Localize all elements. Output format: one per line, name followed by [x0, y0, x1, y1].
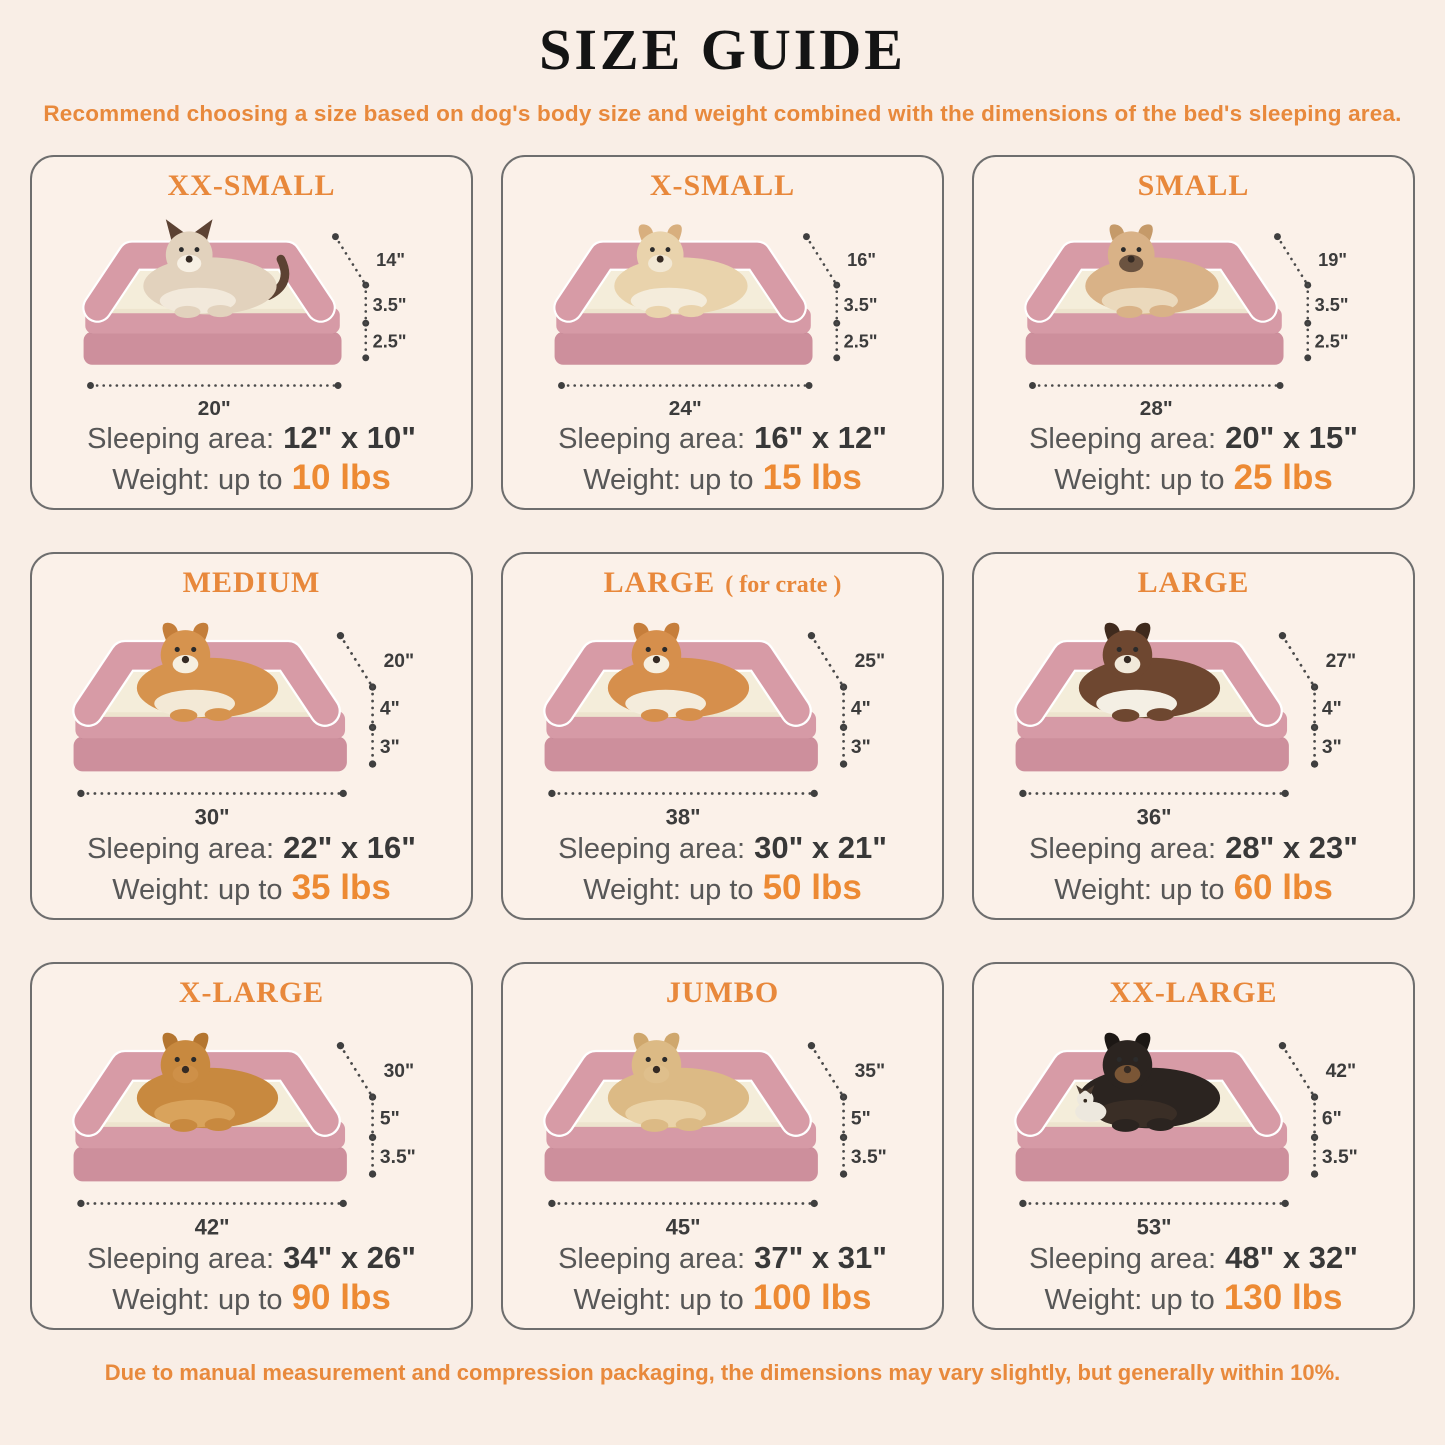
pet-paw [205, 708, 233, 721]
sleeping-area-value: 28" x 23" [1225, 830, 1358, 866]
pet-nose [182, 656, 189, 663]
bolster-height-label: 3.5" [372, 295, 407, 316]
sleeping-area-value: 16" x 12" [754, 420, 887, 456]
base-height-label: 2.5" [372, 331, 407, 352]
pet-paw [1116, 306, 1142, 318]
depth-label: 25" [854, 650, 886, 672]
pet-paw [170, 709, 198, 722]
size-card [30, 962, 473, 1330]
pet-eye [1121, 247, 1126, 252]
size-name: LARGE [1137, 566, 1250, 599]
weight-line [583, 457, 862, 498]
size-card-title [167, 169, 335, 202]
sleeping-area-value: 20" x 15" [1225, 420, 1358, 456]
size-card [501, 552, 944, 920]
weight-line [573, 1277, 871, 1318]
pet-photo [137, 1033, 278, 1132]
subtitle: Recommend choosing a size based on dog's body size and weight combined with the dimensions of the bed's sleeping area. [43, 101, 1402, 126]
bed-base [74, 1147, 347, 1182]
pet-eye [1137, 247, 1142, 252]
bed-illustration [980, 1009, 1407, 1240]
pet-eye [1133, 1057, 1138, 1062]
pet-photo [137, 623, 278, 722]
size-card-title [604, 566, 842, 599]
bolster-height-label: 6" [1321, 1108, 1342, 1130]
bed-illustration [509, 202, 936, 420]
pet-paw [676, 1118, 704, 1131]
size-name: XX-LARGE [1109, 976, 1278, 1009]
size-name: X-LARGE [178, 976, 325, 1009]
pet-eye [175, 647, 180, 652]
base-height-label: 3" [850, 737, 871, 759]
pet-eye [646, 647, 651, 652]
weight-line [583, 867, 862, 908]
sleeping-area-label: Sleeping area: [87, 423, 275, 456]
sleeping-area-label: Sleeping area: [87, 833, 275, 866]
pet-paw [1149, 305, 1175, 317]
sleeping-area-label: Sleeping area: [87, 1243, 275, 1276]
base-height-label: 3.5" [1321, 1147, 1358, 1169]
sleeping-area-value: 37" x 31" [754, 1240, 887, 1276]
weight-value: 60 lbs [1233, 867, 1333, 907]
size-name: LARGE [603, 566, 716, 599]
page-title: SIZE GUIDE [539, 17, 906, 82]
pet-nose [1128, 256, 1135, 263]
depth-label: 30" [383, 1060, 415, 1082]
pet-eye [179, 247, 184, 252]
weight-value: 100 lbs [752, 1277, 872, 1317]
bolster-height-label: 4" [379, 698, 400, 720]
size-name: SMALL [1137, 169, 1250, 202]
bolster-height-label: 5" [850, 1108, 871, 1130]
pet-eye [1117, 647, 1122, 652]
pet-eye [666, 247, 671, 252]
width-label: 20" [197, 396, 231, 420]
bed-illustration [980, 599, 1407, 830]
sleeping-area-value: 34" x 26" [283, 1240, 416, 1276]
pet-nose [653, 656, 660, 663]
bed-illustration [38, 1009, 465, 1240]
sleeping-area-label: Sleeping area: [558, 1243, 746, 1276]
pet-photo [614, 224, 747, 318]
bolster-height-label: 3.5" [843, 295, 878, 316]
weight-value: 50 lbs [762, 867, 862, 907]
pet-paw [207, 305, 233, 317]
width-label: 38" [665, 804, 701, 830]
size-card [972, 155, 1415, 510]
pet-nose [1124, 1066, 1131, 1073]
weight-value: 10 lbs [291, 457, 391, 497]
sleeping-area-line [558, 830, 887, 867]
sleeping-area-label: Sleeping area: [1029, 423, 1217, 456]
depth-label: 19" [1318, 250, 1347, 271]
bed-illustration [509, 599, 936, 830]
weight-line [1054, 457, 1333, 498]
size-card [501, 962, 944, 1330]
width-label: 36" [1136, 804, 1172, 830]
base-height-label: 2.5" [843, 331, 878, 352]
bed-illustration [38, 202, 465, 420]
size-card-title [1138, 169, 1250, 202]
sleeping-area-line [1029, 830, 1358, 867]
pet-eye [191, 1057, 196, 1062]
pet-nose [182, 1066, 189, 1073]
pet-paw [1147, 708, 1175, 721]
weight-line [112, 1277, 391, 1318]
pet-eye [191, 647, 196, 652]
sleeping-area-value: 30" x 21" [754, 830, 887, 866]
size-grid [30, 155, 1415, 1330]
pet-eye [1133, 647, 1138, 652]
size-name: MEDIUM [182, 566, 321, 599]
depth-label: 42" [1325, 1060, 1357, 1082]
pet-paw [645, 306, 671, 318]
bed-base [555, 332, 813, 365]
sleeping-area-line [1029, 420, 1358, 457]
size-card-title [650, 169, 795, 202]
weight-value: 90 lbs [291, 1277, 391, 1317]
bolster-height-label: 5" [379, 1108, 400, 1130]
bed-base [545, 1147, 818, 1182]
pet-photo [608, 623, 749, 722]
depth-label: 35" [854, 1060, 886, 1082]
width-label: 42" [194, 1214, 230, 1240]
pet-eye [175, 1057, 180, 1062]
size-card-title [1109, 976, 1277, 1009]
size-card-title [666, 976, 779, 1009]
bed-base [1016, 1147, 1289, 1182]
depth-label: 27" [1325, 650, 1357, 672]
pet-paw [174, 306, 200, 318]
size-name: X-SMALL [649, 169, 796, 202]
sleeping-area-line [87, 830, 416, 867]
pet-eye [650, 247, 655, 252]
sleeping-area-line [1029, 1240, 1358, 1277]
size-card [30, 552, 473, 920]
pet-nose [653, 1066, 660, 1073]
sleeping-area-line [87, 420, 416, 457]
bed-base [1016, 737, 1289, 772]
sleeping-area-line [558, 1240, 887, 1277]
footnote: Due to manual measurement and compression packaging, the dimensions may vary slightly, but generally within 10%. [104, 1360, 1341, 1385]
width-label: 28" [1139, 396, 1173, 420]
weight-label: Weight: up to [583, 873, 754, 906]
pet-eye [195, 247, 200, 252]
depth-label: 20" [383, 650, 415, 672]
sleeping-area-label: Sleeping area: [558, 833, 746, 866]
pet-paw [676, 708, 704, 721]
pet-paw [641, 709, 669, 722]
pet-paw [1147, 1118, 1175, 1131]
pet-paw [170, 1119, 198, 1132]
size-name: JUMBO [665, 976, 780, 1009]
pet-paw [205, 1118, 233, 1131]
bed-illustration [509, 1009, 936, 1240]
depth-label: 16" [847, 250, 876, 271]
bed-illustration [980, 202, 1407, 420]
sleeping-area-line [558, 420, 887, 457]
width-label: 30" [194, 804, 230, 830]
bolster-height-label: 3.5" [1314, 295, 1349, 316]
bed-illustration [38, 599, 465, 830]
weight-value: 25 lbs [1233, 457, 1333, 497]
bolster-height-label: 4" [1321, 698, 1342, 720]
pet-eye [662, 1057, 667, 1062]
weight-label: Weight: up to [112, 1283, 283, 1316]
weight-label: Weight: up to [112, 463, 283, 496]
sleeping-area-value: 22" x 16" [283, 830, 416, 866]
bed-base [1026, 332, 1284, 365]
pet-photo [1085, 224, 1218, 318]
sleeping-area-label: Sleeping area: [1029, 833, 1217, 866]
weight-line [1044, 1277, 1342, 1318]
weight-label: Weight: up to [1054, 873, 1225, 906]
bed-base [84, 332, 342, 365]
depth-label: 14" [376, 250, 405, 271]
pet-nose [186, 256, 193, 263]
weight-line [1054, 867, 1333, 908]
bolster-height-label: 4" [850, 698, 871, 720]
pet-paw [1112, 709, 1140, 722]
weight-value: 130 lbs [1223, 1277, 1343, 1317]
weight-label: Weight: up to [1054, 463, 1225, 496]
weight-label: Weight: up to [112, 873, 283, 906]
size-card-title [183, 566, 321, 599]
pet-nose [657, 256, 664, 263]
pet-photo [608, 1033, 749, 1132]
pet-eye [646, 1057, 651, 1062]
size-card [501, 155, 944, 510]
pet-photo [1075, 1033, 1220, 1132]
sleeping-area-value: 12" x 10" [283, 420, 416, 456]
pet-nose [1124, 656, 1131, 663]
base-height-label: 3.5" [850, 1147, 887, 1169]
sleeping-area-line [87, 1240, 416, 1277]
pet-eye [1117, 1057, 1122, 1062]
base-height-label: 2.5" [1314, 331, 1349, 352]
pet-paw [1112, 1119, 1140, 1132]
base-height-label: 3" [1321, 737, 1342, 759]
sleeping-area-label: Sleeping area: [1029, 1243, 1217, 1276]
size-card [30, 155, 473, 510]
width-label: 24" [668, 396, 702, 420]
size-name-suffix: ( for crate ) [725, 572, 842, 598]
pet-paw [678, 305, 704, 317]
size-card [972, 552, 1415, 920]
weight-line [112, 867, 391, 908]
pet-eye [662, 647, 667, 652]
width-label: 53" [1136, 1214, 1172, 1240]
size-card-title [1138, 566, 1250, 599]
base-height-label: 3.5" [379, 1147, 416, 1169]
size-card [972, 962, 1415, 1330]
sleeping-area-value: 48" x 32" [1225, 1240, 1358, 1276]
pet-paw [641, 1119, 669, 1132]
sleeping-area-label: Sleeping area: [558, 423, 746, 456]
bed-base [74, 737, 347, 772]
pet-photo [1079, 623, 1220, 722]
weight-value: 15 lbs [762, 457, 862, 497]
bed-base [545, 737, 818, 772]
weight-value: 35 lbs [291, 867, 391, 907]
size-name: XX-SMALL [167, 169, 336, 202]
base-height-label: 3" [379, 737, 400, 759]
weight-label: Weight: up to [573, 1283, 744, 1316]
weight-label: Weight: up to [583, 463, 754, 496]
weight-line [112, 457, 391, 498]
size-card-title [179, 976, 324, 1009]
width-label: 45" [665, 1214, 701, 1240]
weight-label: Weight: up to [1044, 1283, 1215, 1316]
